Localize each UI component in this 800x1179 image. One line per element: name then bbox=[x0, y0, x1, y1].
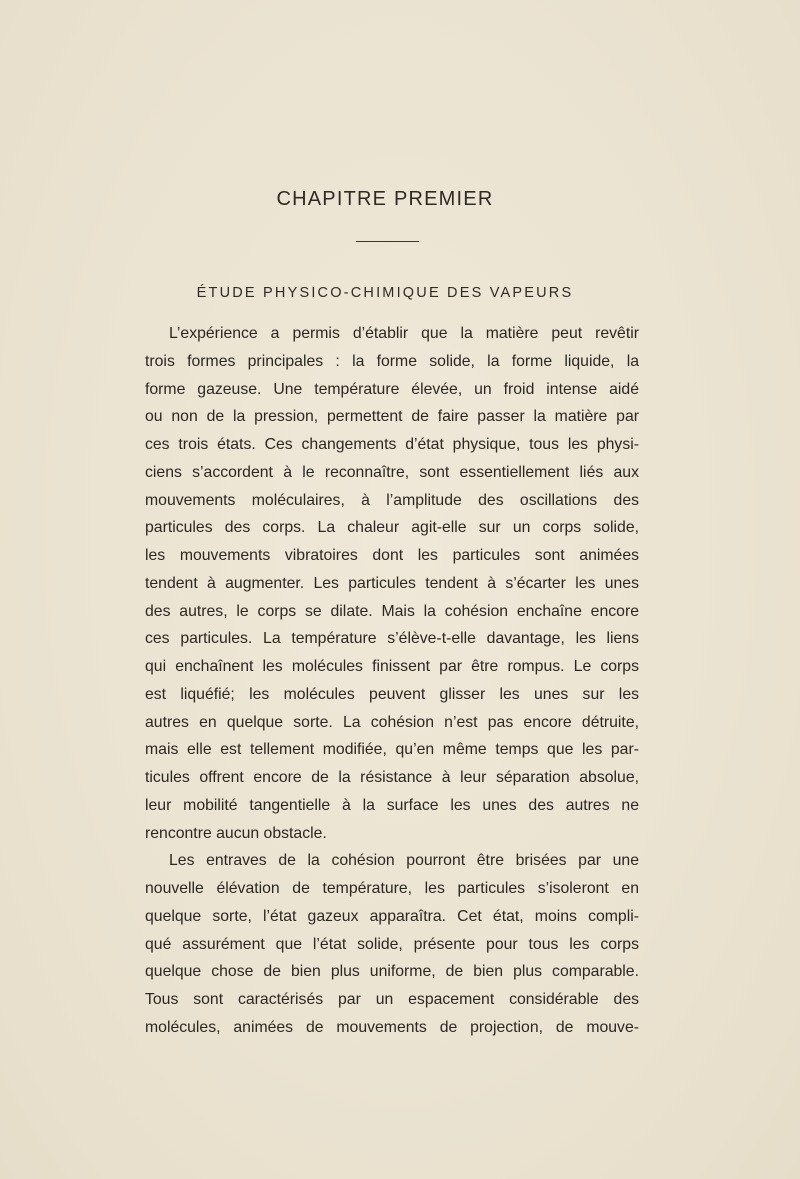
text-line: est liquéfié; les molécules peuvent glisser les unes sur les bbox=[145, 685, 639, 703]
text-line: molécules, animées de mouvements de projection, de mouve- bbox=[145, 1018, 639, 1036]
chapter-title: CHAPITRE PREMIER bbox=[276, 188, 494, 210]
text-line: ciens s’accordent à le reconnaître, sont essentiellement liés aux bbox=[145, 463, 639, 481]
text-line: tendent à augmenter. Les particules tendent à s’écarter les unes bbox=[145, 574, 639, 592]
text-line: nouvelle élévation de température, les particules s’isoleront en bbox=[145, 880, 639, 897]
text-line: mais elle est tellement modifiée, qu’en même temps que les par- bbox=[145, 741, 639, 759]
text-line: qui enchaînent les molécules finissent par être rompus. Le corps bbox=[145, 658, 639, 675]
text-line: Tous sont caractérisés par un espacement considérable des bbox=[145, 991, 639, 1008]
text-line: ou non de la pression, permettent de faire passer la matière par bbox=[145, 408, 639, 426]
text-line: trois formes principales : la forme solide, la forme liquide, la bbox=[145, 352, 639, 370]
text-line: quelque sorte, l’état gazeux apparaîtra. Cet état, moins compli- bbox=[145, 907, 639, 925]
text-line: ces particules. La température s’élève-t-elle davantage, les liens bbox=[145, 630, 639, 648]
text-line: leur mobilité tangentielle à la surface les unes des autres ne bbox=[145, 796, 639, 814]
text-line: autres en quelque sorte. La cohésion n’est pas encore détruite, bbox=[145, 713, 639, 731]
text-line: forme gazeuse. Une température élevée, un froid intense aidé bbox=[145, 380, 639, 398]
title-divider bbox=[356, 241, 419, 242]
text-line: quelque chose de bien plus uniforme, de bien plus comparable. bbox=[145, 963, 639, 981]
text-line: ces trois états. Ces changements d’état physique, tous les physi- bbox=[145, 436, 639, 453]
text-line: mouvements moléculaires, à l’amplitude des oscillations des bbox=[145, 491, 639, 509]
text-line: particules des corps. La chaleur agit-elle sur un corps solide, bbox=[145, 519, 639, 537]
text-line: Les entraves de la cohésion pourront être brisées par une bbox=[169, 852, 639, 870]
text-line: les mouvements vibratoires dont les particules sont animées bbox=[145, 547, 639, 564]
text-line: rencontre aucun obstacle. bbox=[145, 824, 327, 842]
text-line: ticules offrent encore de la résistance à leur séparation absolue, bbox=[145, 769, 639, 786]
section-title: ÉTUDE PHYSICO-CHIMIQUE DES VAPEURS bbox=[196, 285, 574, 301]
body-text bbox=[145, 320, 639, 1042]
text-line: des autres, le corps se dilate. Mais la cohésion enchaîne encore bbox=[145, 602, 639, 620]
text-line: L’expérience a permis d’établir que la matière peut revêtir bbox=[169, 325, 639, 342]
text-line: qué assurément que l’état solide, présente pour tous les corps bbox=[145, 935, 639, 953]
